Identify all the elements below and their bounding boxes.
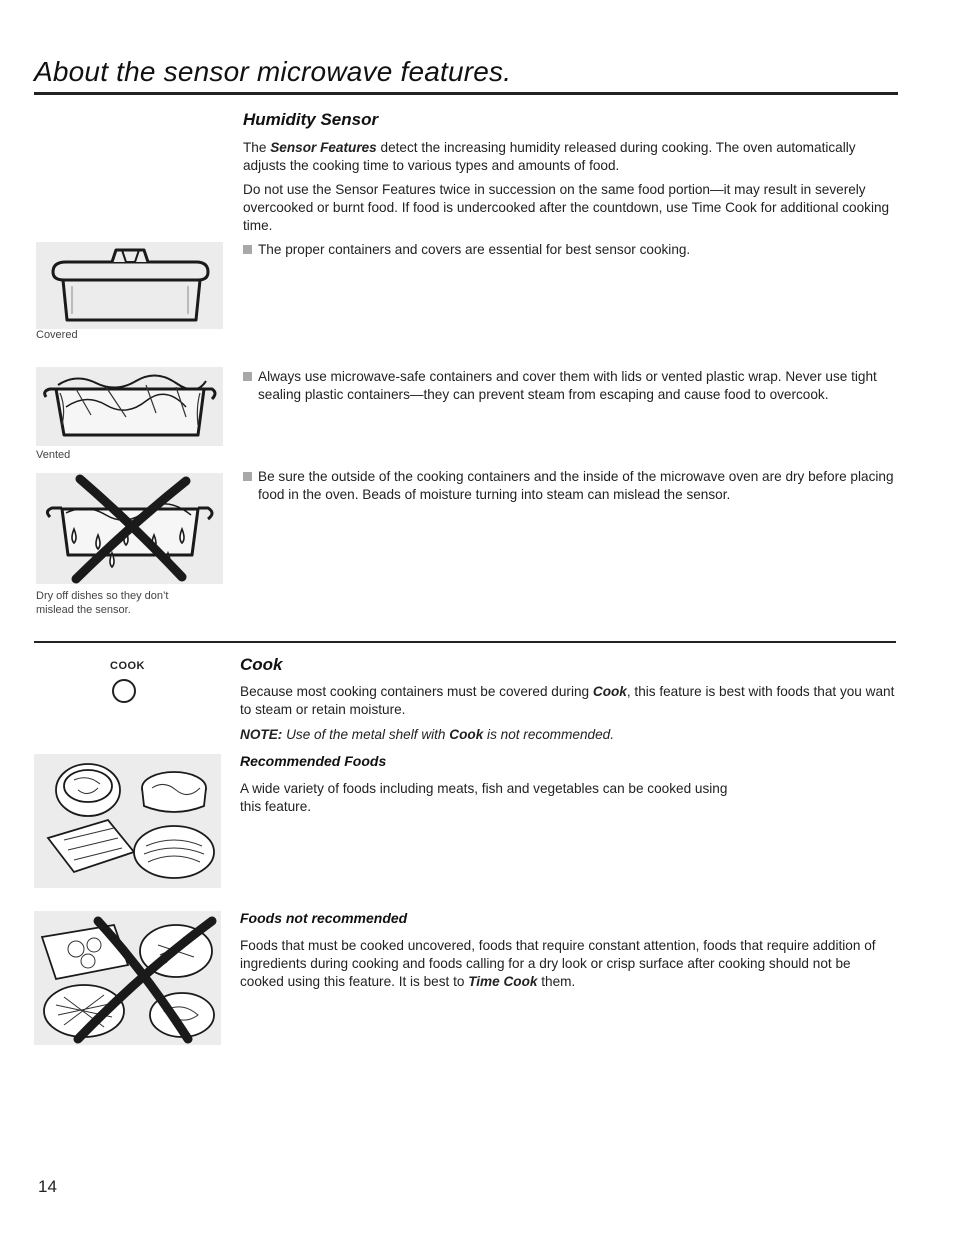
section-divider <box>34 641 896 643</box>
wet-dish-image <box>36 473 223 584</box>
caption-vented: Vented <box>36 449 71 461</box>
recommended-foods-line2: this feature. <box>240 799 312 814</box>
cook-button[interactable] <box>112 679 136 703</box>
foods-not-recommended-image <box>34 911 221 1045</box>
title-divider <box>34 92 898 95</box>
humidity-intro-paragraph: The Sensor Features detect the increasing humidity released during cooking. The oven automatically adjusts the cooking time to various types and amounts of food. <box>243 140 856 173</box>
covered-dish-image <box>36 242 223 329</box>
foods-not-recommended-crossed-icon <box>34 911 221 1045</box>
cook-note: NOTE: Use of the metal shelf with Cook is not recommended. <box>240 727 614 742</box>
recommended-foods-image <box>34 754 221 888</box>
time-cook-term: Time Cook <box>468 974 538 989</box>
cook-button-label: COOK <box>110 660 145 672</box>
caption-dry-line2: mislead the sensor. <box>36 604 131 616</box>
bullet-dry-dishes: Be sure the outside of the cooking containers and the inside of the microwave oven are dry before placing food in the oven. Beads of moisture turning into steam can mislead the sensor. <box>243 468 898 504</box>
wet-dish-crossed-icon <box>36 473 223 584</box>
recommended-foods-line1: A wide variety of foods including meats, fish and vegetables can be cooked using <box>240 781 728 796</box>
vented-dish-icon <box>36 367 223 446</box>
cook-heading: Cook <box>240 655 283 674</box>
vented-dish-image <box>36 367 223 446</box>
humidity-sensor-heading: Humidity Sensor <box>243 110 379 129</box>
caption-covered: Covered <box>36 329 78 341</box>
cook-term: Cook <box>592 684 627 699</box>
note-cook-term: Cook <box>449 727 484 742</box>
foods-not-recommended-heading: Foods not recommended <box>240 910 408 926</box>
page-title: About the sensor microwave features. <box>34 56 512 87</box>
humidity-warning-paragraph: Do not use the Sensor Features twice in succession on the same food portion—it may result in severely overcooked or burnt food. If food is undercooked after the countdown, use Time Cook for additional cooking time. <box>243 182 890 233</box>
cook-intro-paragraph: Because most cooking containers must be covered during Cook, this feature is best with foods that you want to steam or retain moisture. <box>240 684 895 717</box>
caption-dry-line1: Dry off dishes so they don’t <box>36 590 169 602</box>
bullet-containers: The proper containers and covers are essential for best sensor cooking. <box>243 241 898 259</box>
foods-not-recommended-paragraph: Foods that must be cooked uncovered, foods that require constant attention, foods that require addition of ingredients during cooking and foods calling for a dry look or crisp surface after cooking should not be cooked using this feature. It is best to Time Cook them. <box>240 938 876 989</box>
page-number: 14 <box>38 1177 57 1196</box>
sensor-features-term: Sensor Features <box>270 140 377 155</box>
bullet-microwave-safe: Always use microwave-safe containers and cover them with lids or vented plastic wrap. Never use tight sealing plastic containers—they can prevent steam from escaping and cause food to overcook. <box>243 368 898 404</box>
recommended-foods-heading: Recommended Foods <box>240 753 387 769</box>
recommended-foods-icon <box>34 754 221 888</box>
note-label: NOTE: <box>240 727 283 742</box>
covered-casserole-icon <box>36 242 223 329</box>
